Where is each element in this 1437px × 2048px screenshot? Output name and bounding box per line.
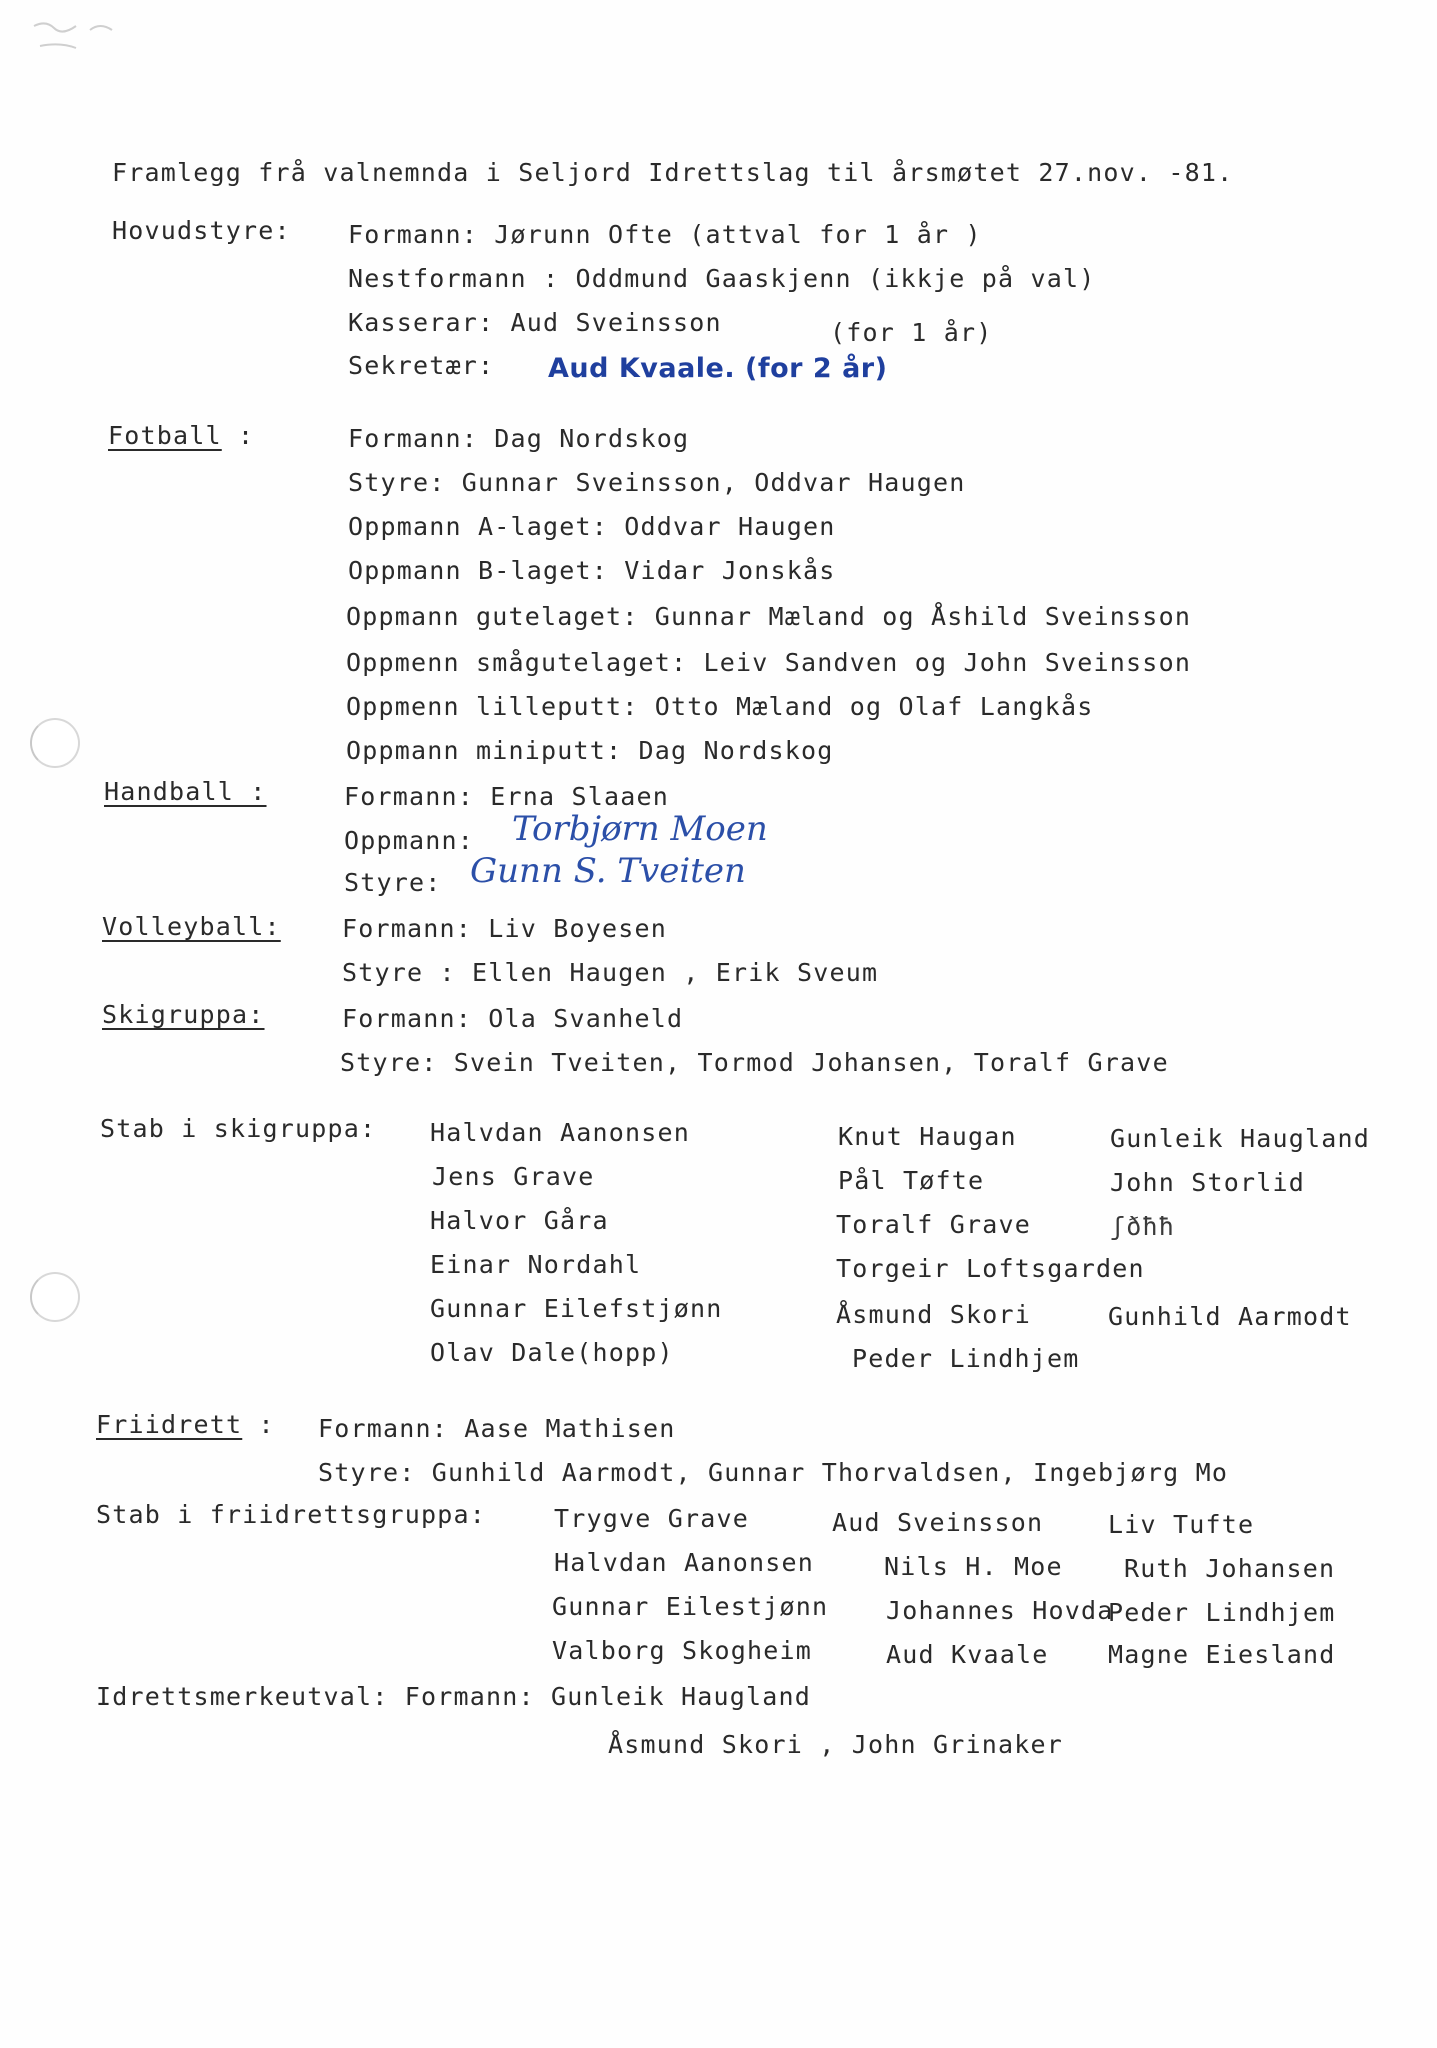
fotball-row: Styre: Gunnar Sveinsson, Oddvar Haugen	[348, 468, 966, 497]
stab-ski-member: Gunnar Eilefstjønn	[430, 1294, 723, 1323]
fotball-row: Oppmann B-laget: Vidar Jonskås	[348, 556, 836, 585]
skigruppa-row: Formann: Ola Svanheld	[342, 1004, 684, 1033]
stab-skigruppa-heading: Stab i skigruppa:	[100, 1114, 377, 1143]
skigruppa-row: Styre: Svein Tveiten, Tormod Johansen, Toralf Grave	[340, 1048, 1169, 1077]
fotball-heading: Fotball	[108, 421, 222, 450]
section-handball	[104, 779, 267, 804]
stab-ski-member: Olav Dale(hopp)	[430, 1338, 674, 1367]
fotball-row: Oppmann miniputt: Dag Nordskog	[346, 736, 834, 765]
section-skigruppa	[102, 1002, 265, 1027]
friidrett-colon: :	[242, 1410, 275, 1439]
volleyball-row: Formann: Liv Boyesen	[342, 914, 668, 943]
stab-fri-member: Peder Lindhjem	[1108, 1598, 1336, 1627]
friidrett-formann: Formann: Aase Mathisen	[318, 1414, 676, 1443]
section-fotball	[108, 423, 254, 448]
hovudstyre-kasserar-note: (for 1 år)	[830, 318, 993, 347]
document-title: Framlegg frå valnemnda i Seljord Idrettslag til årsmøtet 27.nov. -81.	[112, 158, 1234, 187]
stab-fri-member: Johannes Hovda	[886, 1596, 1114, 1625]
handball-styre-handwritten: Gunn S. Tveiten	[470, 851, 746, 891]
stab-ski-member: Jens Grave	[432, 1162, 595, 1191]
stab-ski-member: Einar Nordahl	[430, 1250, 642, 1279]
fotball-row: Oppmann gutelaget: Gunnar Mæland og Åshild Sveinsson	[346, 602, 1192, 631]
stab-fri-member: Aud Sveinsson	[832, 1508, 1044, 1537]
section-hovudstyre: Hovudstyre:	[112, 216, 291, 245]
fotball-row: Oppmenn smågutelaget: Leiv Sandven og John Sveinsson	[346, 648, 1192, 677]
fotball-row: Oppmenn lilleputt: Otto Mæland og Olaf Langkås	[346, 692, 1094, 721]
stab-ski-member: Peder Lindhjem	[852, 1344, 1080, 1373]
handball-oppmann-label: Oppmann:	[344, 826, 475, 855]
hovudstyre-formann: Formann: Jørunn Ofte (attval for 1 år )	[348, 220, 982, 249]
stab-fri-member: Halvdan Aanonsen	[554, 1548, 815, 1577]
fotball-colon: :	[221, 421, 255, 450]
fotball-row: Oppmann A-laget: Oddvar Haugen	[348, 512, 836, 541]
punch-hole-bottom	[30, 1272, 80, 1322]
stab-fri-member: Ruth Johansen	[1124, 1554, 1336, 1583]
friidrett-heading: Friidrett	[96, 1410, 243, 1439]
stab-fri-member: Trygve Grave	[554, 1504, 750, 1533]
stab-ski-member: Knut Haugan	[838, 1122, 1017, 1151]
idrettsmerkeutval-members: Åsmund Skori , John Grinaker	[608, 1730, 1064, 1759]
hovudstyre-sekretaer-handwritten: Aud Kvaale. (for 2 år)	[548, 353, 888, 384]
handball-styre-label: Styre:	[344, 868, 442, 897]
stab-ski-crossed-out: ʃðħħ	[1110, 1212, 1176, 1241]
handball-heading: Handball :	[104, 777, 267, 806]
stab-fri-member: Nils H. Moe	[884, 1552, 1063, 1581]
skigruppa-heading: Skigruppa:	[102, 1000, 265, 1029]
hovudstyre-nestformann: Nestformann : Oddmund Gaaskjenn (ikkje på val)	[348, 264, 1096, 293]
stab-ski-member: Torgeir Loftsgarden	[836, 1254, 1145, 1283]
section-volleyball	[102, 914, 281, 939]
stab-ski-member: Gunhild Aarmodt	[1108, 1302, 1352, 1331]
corner-smudge	[30, 12, 160, 52]
hovudstyre-kasserar: Kasserar: Aud Sveinsson	[348, 308, 722, 337]
stab-fri-member: Aud Kvaale	[886, 1640, 1049, 1669]
section-friidrett	[96, 1412, 275, 1437]
fotball-row: Formann: Dag Nordskog	[348, 424, 690, 453]
stab-fri-member: Valborg Skogheim	[552, 1636, 813, 1665]
hovudstyre-sekretaer-label: Sekretær:	[348, 351, 495, 380]
stab-friidrett-heading: Stab i friidrettsgruppa:	[96, 1500, 487, 1529]
stab-ski-member: Åsmund Skori	[836, 1300, 1032, 1329]
stab-fri-member: Gunnar Eilestjønn	[552, 1592, 829, 1621]
stab-ski-member: John Storlid	[1110, 1168, 1306, 1197]
stab-ski-member: Halvor Gåra	[430, 1206, 609, 1235]
stab-fri-member: Magne Eiesland	[1108, 1640, 1336, 1669]
stab-ski-member: Gunleik Haugland	[1110, 1124, 1371, 1153]
stab-fri-member: Liv Tufte	[1108, 1510, 1255, 1539]
punch-hole-top	[30, 718, 80, 768]
volleyball-row: Styre : Ellen Haugen , Erik Sveum	[342, 958, 879, 987]
stab-ski-member: Toralf Grave	[836, 1210, 1032, 1239]
handball-formann: Formann: Erna Slaaen	[344, 782, 670, 811]
volleyball-heading: Volleyball:	[102, 912, 281, 941]
handball-oppmann-handwritten: Torbjørn Moen	[512, 809, 768, 849]
idrettsmerkeutval-heading: Idrettsmerkeutval: Formann: Gunleik Haugland	[96, 1682, 812, 1711]
stab-ski-member: Halvdan Aanonsen	[430, 1118, 691, 1147]
stab-ski-member: Pål Tøfte	[838, 1166, 985, 1195]
friidrett-styre: Styre: Gunhild Aarmodt, Gunnar Thorvaldsen, Ingebjørg Mo	[318, 1458, 1229, 1487]
